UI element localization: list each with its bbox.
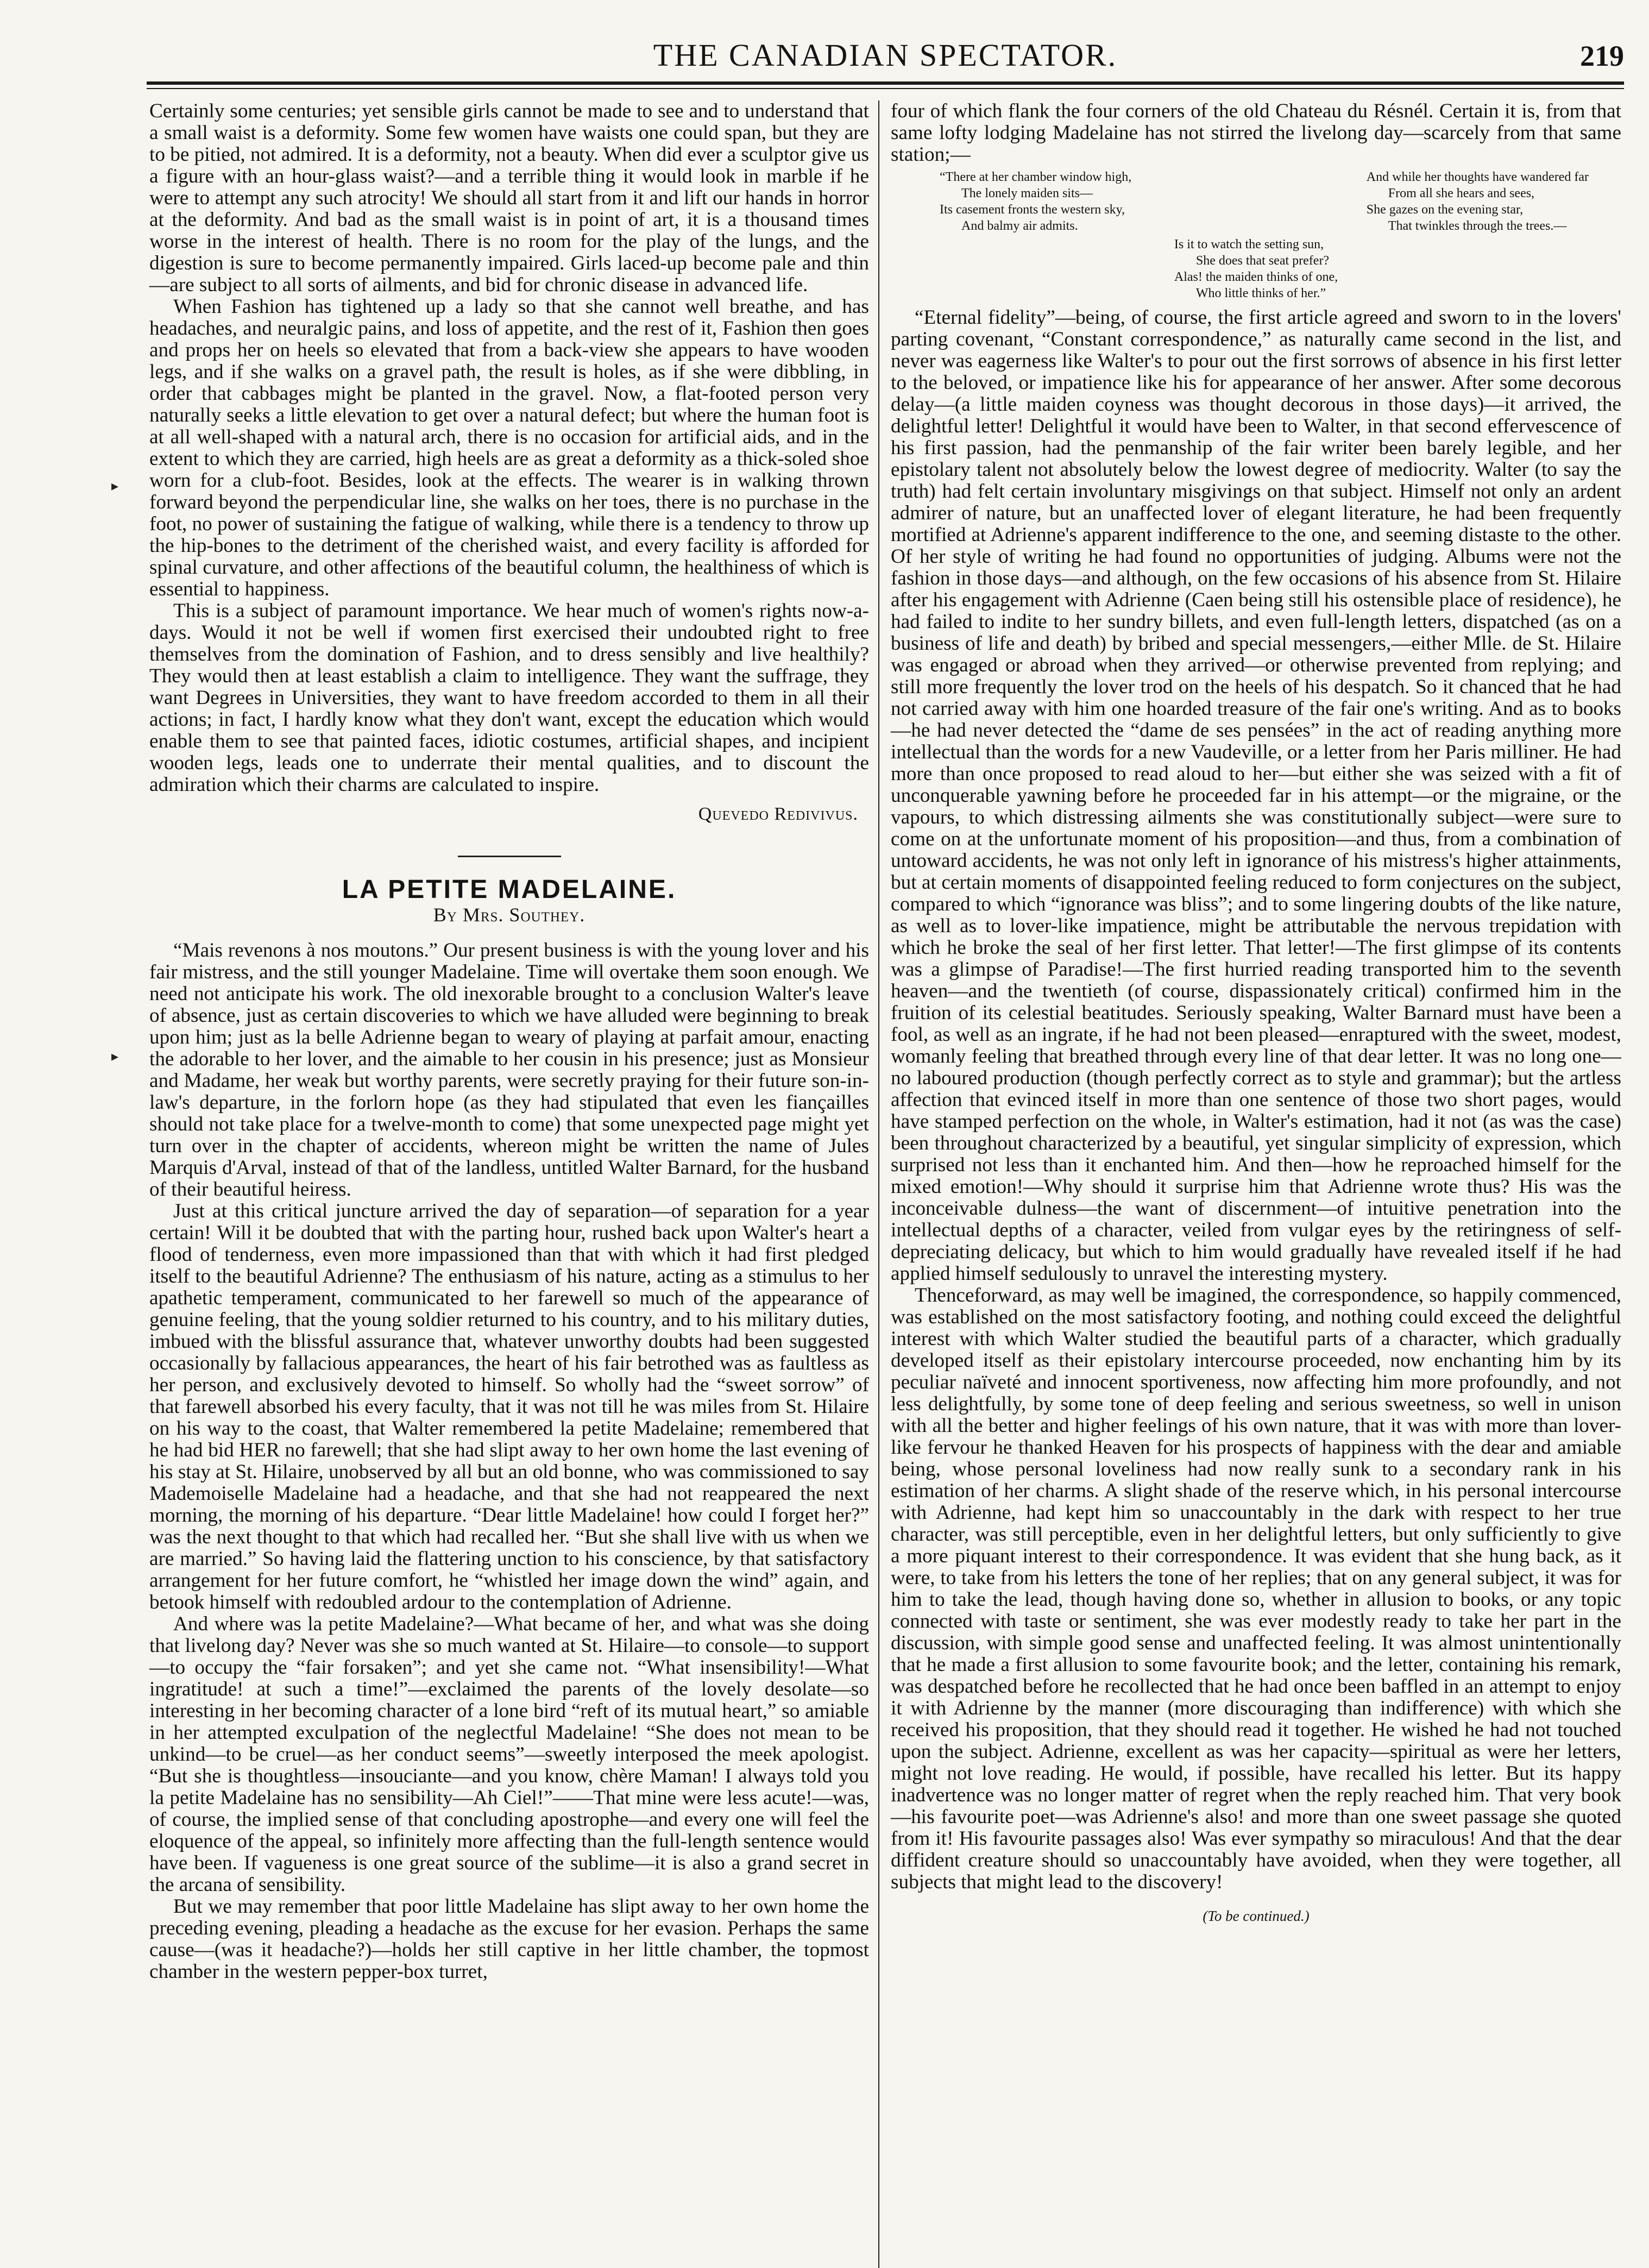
article-paragraph: “Eternal fidelity”—being, of course, the first article agreed and sworn to in the lovers' parting covenant, “Constant correspondence,” as naturally came second in the list, and never was eagerness like Walter's to pour out the first sorrows of absence in his first letter to the beloved, or impatience like his for appearance of her answer. After some decorous delay—(a little maiden coyness was thought decorous in those days)—it arrived, the delightful letter! Delightful it would have been to Walter, in that second effervescence of his first passion, had the penmanship of the fair writer been barely legible, and her epistolary talent not absolutely below the lowest degree of mediocrity. Walter (to say the truth) had felt certain involuntary misgivings on that subject. Himself not only an ardent admirer of nature, but an unaffected lover of elegant literature, he had been frequently mortified at Adrienne's apparent indifference to the one, and seeming distaste to the other. Of her style of writing he had found no opportunities of judging. Albums were not the fashion in those days—and although, on the few occasions of his absence from St. Hilaire after his engagement with Adrienne (Caen being still his ostensible place of residence), he had failed to indite to her sundry billets, and even full-length letters, dispatched (as on a business of life and death) by bribed and special messengers,—either Mlle. de St. Hilaire was engaged or abroad when they arrived—or otherwise prevented from replying; and still more frequently the lover trod on the heels of his despatch. So it chanced that he had not carried away with him one hoarded treasure of the fair one's writing. And as to books—he had never detected the “dame de ses pensées” in the act of reading anything more intellectual than the words for a new Vaudeville, or a letter from her Paris milliner. He had more than once proposed to read aloud to her—but either she was seized with a fit of unconquerable yawning before he proceeded far in his attempt—or the migraine, or the vapours, to which distressing ailments she was constitutionally subject—were sure to come on at the unfortunate moment of his proposition—and thus, from a combination of untoward accidents, he was not only left in ignorance of his mistress's higher attainments, but at certain moments of disappointed feeling reduced to form conjectures on the subject, compared to which “ignorance was bliss”; and to some lingering doubts of the like nature, as well as to lover-like impatience, might be attributable the nervous trepidation with which he broke the seal of her first letter. That letter!—The first glimpse of its contents was a glimpse of Paradise!—The first hurried reading transported him to the seventh heaven—and the twentieth (of course, dispassionately critical) confirmed him in the fruition of its celestial beatitudes. Seriously speaking, Walter Barnard must have been a fool, as well as an ingrate, if he had not been pleased—enraptured with the sweet, modest, womanly feeling that breathed through every line of that dear letter. It was no long one—no laboured production (though perfectly correct as to style and grammar); but the artless affection that evinced itself in more than one sentence of those two short pages, would have stamped perfection on the whole, in Walter's estimation, had it not (as was the case) been throughout characterized by a beautiful, yet singular simplicity of expression, which surprised not less than it enchanted him. And then—how he reproached himself for the mixed emotion!—Why should it surprise him that Adrienne wrote thus? His was the inconceivable dulness—the want of discernment—of intuitive penetration into the intellectual depths of a character, veiled from vulgar eyes by the retiringness of self-depreciating delicacy, but which to him would gradually have revealed itself if he had applied himself sedulously to unravel the interesting mystery.	[891, 306, 1621, 1285]
essay-signature: Quevedo Redivivus.	[698, 804, 858, 824]
masthead	[147, 27, 1624, 81]
poem-line: “There at her chamber window high,	[940, 170, 1132, 184]
margin-marker: ▸	[111, 1048, 119, 1064]
poem-line: Is it to watch the setting sun,	[1174, 237, 1324, 252]
poem-stanza	[891, 236, 1621, 301]
publication-title: THE CANADIAN SPECTATOR.	[653, 37, 1118, 73]
poem-line: Who little thinks of her.”	[1195, 286, 1326, 300]
poem-line: She gazes on the evening star,	[1366, 203, 1524, 217]
poem-line: Alas! the maiden thinks of one,	[1174, 270, 1338, 284]
poem-line: Its casement fronts the western sky,	[940, 203, 1125, 217]
to-be-continued-note: (To be continued.)	[1203, 1908, 1310, 1924]
continued-text: four of which flank the four corners of the old Chateau du Résnél. Certain it is, from that same lofty lodging Madelaine has not stirred the livelong day—scarcely from that same station;—	[891, 100, 1621, 166]
article-paragraph: Just at this critical juncture arrived the day of separation—of separation for a year certain! Will it be doubted that with the parting hour, rushed back upon Walter's heart a flood of tenderness, even more impassioned than that with which it had first pledged itself to the beautiful Adrienne? The enthusiasm of his nature, acting as a stimulus to her apathetic temperament, communicated to her farewell so much of the appearance of genuine feeling, that the young soldier returned to his country, and to his military duties, imbued with the blissful assurance that, whatever unworthy doubts had been suggested occasionally by fallacious appearances, the heart of his fair betrothed was as faultless as her person, and exclusively devoted to himself. So wholly had the “sweet sorrow” of that farewell absorbed his every faculty, that it was not till he was miles from St. Hilaire on his way to the coast, that Walter remembered la petite Madelaine; remembered that he had bid HER no farewell; that she had slipt away to her own home the last evening of his stay at St. Hilaire, unobserved by all but an old bonne, who was commissioned to say Mademoiselle Madelaine had a headache, and that she had not reappeared the next morning, the morning of his departure. “Dear little Madelaine! how could I forget her?” was the next thought to that which had recalled her. “But she shall live with us when we are married.” So having laid the flattering unction to his conscience, by that satisfactory arrangement for her future comfort, he “whistled her image down the wind” again, and betook himself with redoubled ardour to the contemplation of Adrienne.	[149, 1200, 869, 1613]
column-divider	[878, 100, 879, 2268]
article-paragraph: Thenceforward, as may well be imagined, the correspondence, so happily commenced, was established on the most satisfactory footing, and nothing could exceed the delightful interest with which Walter studied the beautiful parts of a character, which gradually developed itself as their epistolary intercourse proceeded, now enchanting him by its peculiar naïveté and innocent sportiveness, now affecting him more profoundly, and not less delightfully, by some tone of deep feeling and serious sweetness, so well in unison with all the better and higher feelings of his own nature, that it was with more than lover-like fervour he thanked Heaven for his prospects of happiness with the dear and amiable being, whose personal loveliness had now really sunk to a secondary rank in his estimation of her charms. A slight shade of the reserve which, in his personal intercourse with Adrienne, had kept him so unaccountably in the dark with respect to her true character, was still perceptible, even in her delightful letters, but only sufficiently to give a more piquant interest to their correspondence. It was evident that she hung back, as it were, to take from his letters the tone of her replies; that on any general subject, it was for him to take the lead, though having done so, whether in allusion to books, or any topic connected with taste or sentiment, she was ever modestly ready to take her part in the discussion, with simple good sense and unaffected feeling. It was almost unintentionally that he made a first allusion to some favourite book; and the letter, containing his remark, was despatched before he recollected that he had once been baffled in an attempt to enjoy it with Adrienne by the manner (more discouraging than indifference) with which she received his proposition, that they should read it together. He wished he had not touched upon the subject. Adrienne, excellent as was her capacity—spiritual as were her letters, might not love reading. He would, if possible, have recalled his letter. But its happy inadvertence was no longer matter of regret when the reply reached him. That very book—his favourite poet—was Adrienne's also! and more than one sweet passage she quoted from it! His favourite passages also! Was ever sympathy so miraculous! And that the dear diffident creature should so unaccountably have avoided, when they were together, all subjects that might lead to the discovery!	[891, 1284, 1621, 1893]
poem-quote	[891, 169, 1621, 301]
poem-line: And while her thoughts have wandered far	[1366, 170, 1589, 184]
poem-line: The lonely maiden sits—	[961, 186, 1093, 200]
poem-line: And balmy air admits.	[961, 219, 1078, 233]
article-byline: By Mrs. Southey.	[433, 904, 586, 926]
margin-marker: ▸	[111, 478, 119, 494]
article-paragraph: But we may remember that poor little Madelaine has slipt away to her own home the preceding evening, pleading a headache as the excuse for her evasion. Perhaps the same cause—(was it headache?)—holds her still captive in her little chamber, the topmost chamber in the western pepper-box turret,	[149, 1895, 869, 1983]
poem-stanza	[1367, 169, 1589, 234]
section-divider	[458, 856, 561, 857]
page-number: 219	[1580, 40, 1624, 72]
header-rule-thick	[147, 81, 1624, 85]
right-column	[891, 100, 1621, 1927]
article-title: LA PETITE MADELAINE.	[342, 875, 677, 904]
poem-line: She does that seat prefer?	[1195, 254, 1330, 268]
essay-paragraph: Certainly some centuries; yet sensible girls cannot be made to see and to understand that a small waist is a deformity. Some few women have waists one could span, but they are to be pitied, not admired. It is a deformity, not a beauty. When did ever a sculptor give us a figure with an hour-glass waist?—and a terrible thing it would look in marble if he were to attempt any such atrocity! We should all start from it and lift our hands in horror at the deformity. And bad as the small waist is in point of art, it is a thousand times worse in the interest of health. There is no room for the play of the lungs, and the digestion is sure to become permanently impaired. Girls laced-up become pale and thin—are subject to all sorts of ailments, and bid for chronic disease in advanced life.	[149, 100, 869, 296]
poem-stanza	[940, 169, 1131, 234]
essay-paragraph: This is a subject of paramount importance. We hear much of women's rights now-a-days. Would it not be well if women first exercised their undoubted right to free themselves from the domination of Fashion, and to dress sensibly and live healthily? They would then at least establish a claim to intelligence. They want the suffrage, they want Degrees in Universities, they want to have freedom accorded to them in all their actions; in fact, I hardly know what they don't want, except the education which would enable them to see that painted faces, idiotic costumes, artificial shapes, and incipient wooden legs, leads one to underrate their mental qualities, and to discount the admiration which their charms are calculated to inspire.	[149, 600, 869, 796]
essay-paragraph: When Fashion has tightened up a lady so that she cannot well breathe, and has headaches, and neuralgic pains, and loss of appetite, and the rest of it, Fashion then goes and props her on heels so elevated that from a back-view she appears to have wooden legs, and if she walks on a gravel path, the result is holes, as if she were dibbling, in order that cabbages might be planted in the gravel. Now, a flat-footed person very naturally seeks a little elevation to get over a natural defect; but where the human foot is at all well-shaped with a natural arch, there is no occasion for artificial aids, and in the extent to which they are carried, high heels are as great a deformity as a thick-soled shoe worn for a club-foot. Besides, look at the effects. The wearer is in walking thrown forward beyond the perpendicular line, she walks on her toes, there is no purchase in the foot, no power of sustaining the fatigue of walking, while there is a tendency to throw up the hip-bones to the detriment of the cherished waist, and every facility is afforded for spinal curvature, and other affections of the beautiful column, the healthiness of which is essential to happiness.	[149, 296, 869, 600]
header-rule-thin	[147, 88, 1624, 89]
article-paragraph: “Mais revenons à nos moutons.” Our present business is with the young lover and his fair mistress, and the still younger Madelaine. Time will overtake them soon enough. We need not anticipate his work. The old inexorable brought to a conclusion Walter's leave of absence, just as certain discoveries to which we have alluded were beginning to break upon him; just as la belle Adrienne began to weary of playing at parfait amour, enacting the adorable to her lover, and the aimable to her cousin in his presence; just as Monsieur and Madame, her weak but worthy parents, were secretly praying for their future son-in-law's departure, in the forlorn hope (as they had stipulated that even les fiançailles should not take place for a twelve-month to come) that some unexpected page might yet turn over in the chapter of accidents, whereon might be written the name of Jules Marquis d'Arval, instead of that of the landless, untitled Walter Barnard, for the husband of their beautiful heiress.	[149, 939, 869, 1201]
left-column	[149, 100, 869, 1983]
poem-line: From all she hears and sees,	[1388, 186, 1535, 200]
poem-line: That twinkles through the trees.—	[1388, 219, 1567, 233]
article-paragraph: And where was la petite Madelaine?—What became of her, and what was she doing that livelong day? Never was she so much wanted at St. Hilaire—to console—to support—to occupy the “fair forsaken”; and yet she came not. “What insensibility!—What ingratitude! at such a time!”—exclaimed the parents of the lovely desolate—so interesting in her becoming character of a lone bird “reft of its mutual heart,” so amiable in her attempted exculpation of the neglectful Madelaine! “She does not mean to be unkind—to be cruel—as her conduct seems”—sweetly interposed the meek apologist. “But she is thoughtless—insouciante—and you know, chère Maman! I always told you la petite Madelaine has no sensibility—Ah Ciel!”——That mine were less acute!—was, of course, the implied sense of that concluding apostrophe—and every one will feel the eloquence of the appeal, so infinitely more affecting than the full-length sentence would have been. If vagueness is one great source of the sublime—it is also a grand secret in the arcana of sensibility.	[149, 1613, 869, 1896]
